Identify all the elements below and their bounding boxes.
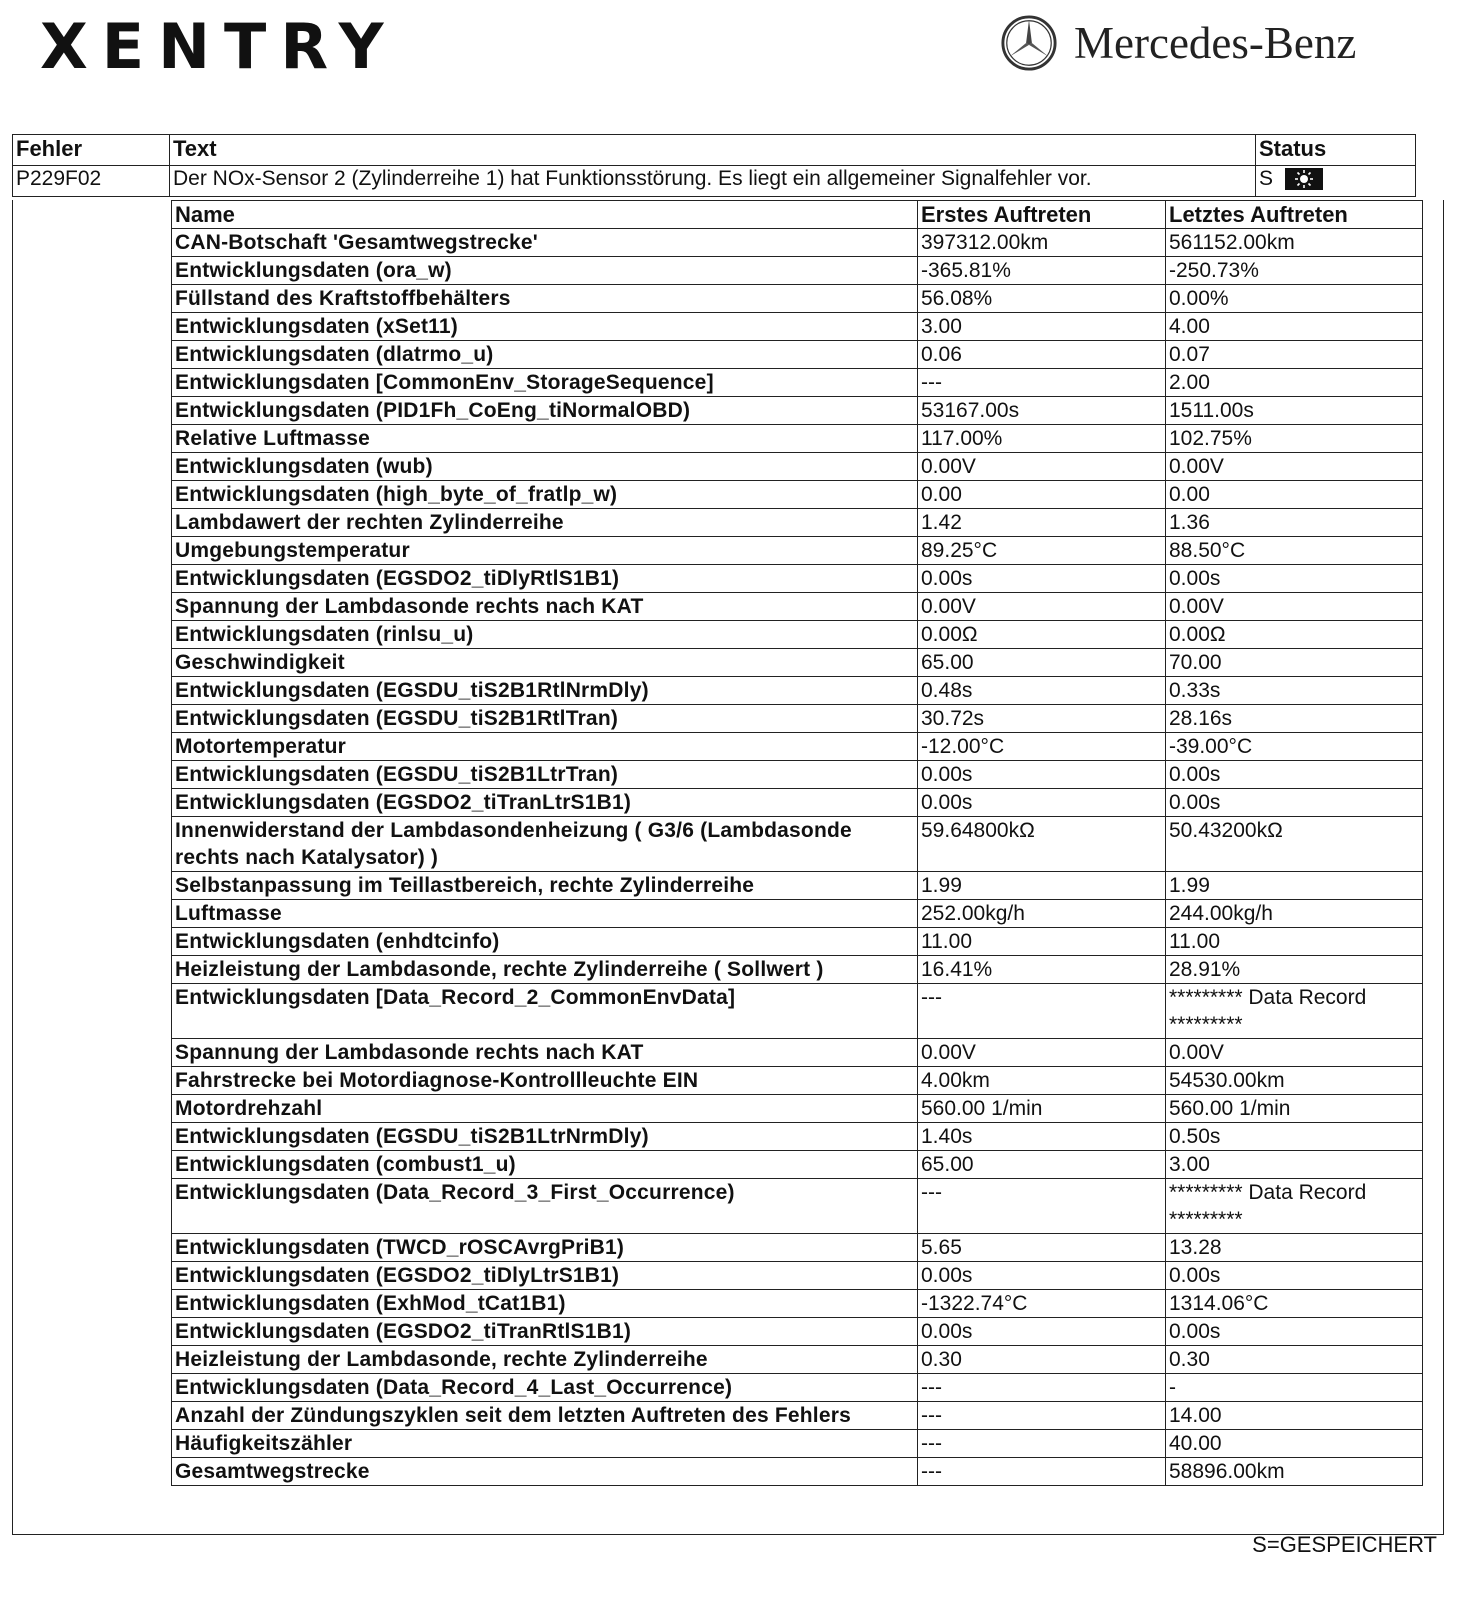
param-name: Entwicklungsdaten (EGSDO2_tiDlyRtlS1B1) — [172, 565, 918, 593]
fault-status: S — [1259, 167, 1274, 190]
param-first: 0.00V — [918, 1039, 1166, 1067]
param-last: 2.00 — [1166, 369, 1423, 397]
table-row — [172, 1290, 1423, 1318]
table-row — [172, 509, 1423, 537]
table-row — [172, 397, 1423, 425]
param-first: 117.00% — [918, 425, 1166, 453]
param-first: 0.00Ω — [918, 621, 1166, 649]
param-last: 244.00kg/h — [1166, 900, 1423, 928]
param-last: 88.50°C — [1166, 537, 1423, 565]
param-first: 59.64800kΩ — [918, 817, 1166, 872]
table-row — [172, 956, 1423, 984]
param-last: 40.00 — [1166, 1430, 1423, 1458]
table-row — [172, 1430, 1423, 1458]
param-name: Entwicklungsdaten (PID1Fh_CoEng_tiNormalOBD) — [172, 397, 918, 425]
param-name: Entwicklungsdaten [Data_Record_2_CommonEnvData] — [172, 984, 918, 1039]
param-last: 11.00 — [1166, 928, 1423, 956]
param-first: 0.30 — [918, 1346, 1166, 1374]
table-row — [172, 928, 1423, 956]
param-last: 0.00Ω — [1166, 621, 1423, 649]
param-first: 0.06 — [918, 341, 1166, 369]
col-first: Erstes Auftreten — [918, 201, 1166, 229]
param-last: 28.91% — [1166, 956, 1423, 984]
table-row — [172, 1151, 1423, 1179]
table-row — [172, 872, 1423, 900]
param-first: 1.42 — [918, 509, 1166, 537]
fault-status-cell — [1256, 166, 1416, 197]
param-name: Entwicklungsdaten (TWCD_rOSCAvrgPriB1) — [172, 1234, 918, 1262]
param-name: Entwicklungsdaten (rinlsu_u) — [172, 621, 918, 649]
param-last: 561152.00km — [1166, 229, 1423, 257]
table-row — [172, 229, 1423, 257]
param-last: 3.00 — [1166, 1151, 1423, 1179]
param-first: 0.00s — [918, 1318, 1166, 1346]
param-first: 0.00 — [918, 481, 1166, 509]
param-first: 252.00kg/h — [918, 900, 1166, 928]
param-last: 0.00s — [1166, 1318, 1423, 1346]
table-row — [172, 453, 1423, 481]
param-last: 0.00V — [1166, 1039, 1423, 1067]
xentry-logo: XENTRY — [40, 10, 398, 83]
param-name: Fahrstrecke bei Motordiagnose-Kontrollleuchte EIN — [172, 1067, 918, 1095]
table-row — [172, 900, 1423, 928]
param-last: 1.36 — [1166, 509, 1423, 537]
table-row — [172, 341, 1423, 369]
freeze-frame-container — [12, 200, 1444, 1535]
param-name: Entwicklungsdaten (Data_Record_4_Last_Occurrence) — [172, 1374, 918, 1402]
param-last: ********* Data Record ********* — [1166, 1179, 1423, 1234]
param-name: Entwicklungsdaten (Data_Record_3_First_Occurrence) — [172, 1179, 918, 1234]
param-name: Entwicklungsdaten (dlatrmo_u) — [172, 341, 918, 369]
param-name: CAN-Botschaft 'Gesamtwegstrecke' — [172, 229, 918, 257]
param-name: Entwicklungsdaten (ora_w) — [172, 257, 918, 285]
fault-table — [12, 134, 1416, 197]
param-first: --- — [918, 1430, 1166, 1458]
params-header-row — [172, 201, 1423, 229]
param-first: 30.72s — [918, 705, 1166, 733]
table-row — [172, 1067, 1423, 1095]
param-last: 0.00V — [1166, 453, 1423, 481]
table-row — [172, 425, 1423, 453]
table-row — [172, 1318, 1423, 1346]
param-first: 16.41% — [918, 956, 1166, 984]
param-name: Spannung der Lambdasonde rechts nach KAT — [172, 593, 918, 621]
param-last: 0.00V — [1166, 593, 1423, 621]
param-last: ********* Data Record ********* — [1166, 984, 1423, 1039]
param-name: Entwicklungsdaten (EGSDU_tiS2B1LtrNrmDly) — [172, 1123, 918, 1151]
param-first: -365.81% — [918, 257, 1166, 285]
param-name: Entwicklungsdaten (enhdtcinfo) — [172, 928, 918, 956]
table-row — [172, 621, 1423, 649]
table-row — [172, 761, 1423, 789]
param-name: Selbstanpassung im Teillastbereich, rechte Zylinderreihe — [172, 872, 918, 900]
param-first: --- — [918, 1402, 1166, 1430]
param-name: Motordrehzahl — [172, 1095, 918, 1123]
param-first: 4.00km — [918, 1067, 1166, 1095]
param-last: 28.16s — [1166, 705, 1423, 733]
param-name: Entwicklungsdaten (EGSDO2_tiTranLtrS1B1) — [172, 789, 918, 817]
param-last: 0.00s — [1166, 565, 1423, 593]
param-first: 0.00s — [918, 565, 1166, 593]
param-last: 1511.00s — [1166, 397, 1423, 425]
param-name: Lambdawert der rechten Zylinderreihe — [172, 509, 918, 537]
param-first: 5.65 — [918, 1234, 1166, 1262]
param-name: Entwicklungsdaten (high_byte_of_fratlp_w) — [172, 481, 918, 509]
fault-row — [13, 166, 1416, 197]
param-first: --- — [918, 1374, 1166, 1402]
table-row — [172, 481, 1423, 509]
table-row — [172, 1123, 1423, 1151]
col-text: Text — [170, 135, 1256, 166]
param-last: -39.00°C — [1166, 733, 1423, 761]
param-first: 65.00 — [918, 649, 1166, 677]
param-name: Entwicklungsdaten (EGSDU_tiS2B1LtrTran) — [172, 761, 918, 789]
param-name: Entwicklungsdaten (EGSDU_tiS2B1RtlTran) — [172, 705, 918, 733]
table-row — [172, 1346, 1423, 1374]
param-name: Luftmasse — [172, 900, 918, 928]
table-row — [172, 1458, 1423, 1486]
report-header — [0, 0, 1471, 130]
param-last: 70.00 — [1166, 649, 1423, 677]
param-name: Entwicklungsdaten [CommonEnv_StorageSequence] — [172, 369, 918, 397]
param-first: --- — [918, 1179, 1166, 1234]
param-name: Umgebungstemperatur — [172, 537, 918, 565]
fault-header-row — [13, 135, 1416, 166]
param-last: 0.33s — [1166, 677, 1423, 705]
param-last: - — [1166, 1374, 1423, 1402]
param-first: -1322.74°C — [918, 1290, 1166, 1318]
param-first: --- — [918, 984, 1166, 1039]
table-row — [172, 1262, 1423, 1290]
param-first: 53167.00s — [918, 397, 1166, 425]
param-name: Häufigkeitszähler — [172, 1430, 918, 1458]
param-first: 0.00s — [918, 789, 1166, 817]
param-last: 0.00s — [1166, 1262, 1423, 1290]
param-first: --- — [918, 369, 1166, 397]
param-last: 0.00 — [1166, 481, 1423, 509]
param-last: 0.00s — [1166, 789, 1423, 817]
table-row — [172, 285, 1423, 313]
param-name: Spannung der Lambdasonde rechts nach KAT — [172, 1039, 918, 1067]
table-row — [172, 537, 1423, 565]
table-row — [172, 1402, 1423, 1430]
param-first: 89.25°C — [918, 537, 1166, 565]
param-last: 560.00 1/min — [1166, 1095, 1423, 1123]
param-last: -250.73% — [1166, 257, 1423, 285]
param-first: 65.00 — [918, 1151, 1166, 1179]
table-row — [172, 733, 1423, 761]
param-last: 1314.06°C — [1166, 1290, 1423, 1318]
table-row — [172, 677, 1423, 705]
col-name: Name — [172, 201, 918, 229]
col-last: Letztes Auftreten — [1166, 201, 1423, 229]
table-row — [172, 1374, 1423, 1402]
param-last: 0.50s — [1166, 1123, 1423, 1151]
table-row — [172, 1039, 1423, 1067]
table-row — [172, 257, 1423, 285]
param-first: 56.08% — [918, 285, 1166, 313]
param-last: 13.28 — [1166, 1234, 1423, 1262]
param-first: 0.00V — [918, 593, 1166, 621]
param-name: Heizleistung der Lambdasonde, rechte Zylinderreihe — [172, 1346, 918, 1374]
param-name: Entwicklungsdaten (combust1_u) — [172, 1151, 918, 1179]
param-last: 4.00 — [1166, 313, 1423, 341]
param-name: Entwicklungsdaten (EGSDO2_tiDlyLtrS1B1) — [172, 1262, 918, 1290]
table-row — [172, 593, 1423, 621]
table-row — [172, 369, 1423, 397]
param-first: 0.00s — [918, 761, 1166, 789]
param-last: 0.00% — [1166, 285, 1423, 313]
param-last: 0.07 — [1166, 341, 1423, 369]
param-last: 0.00s — [1166, 761, 1423, 789]
table-row — [172, 313, 1423, 341]
param-name: Entwicklungsdaten (wub) — [172, 453, 918, 481]
table-row — [172, 1095, 1423, 1123]
freeze-frame-table — [171, 200, 1423, 1486]
param-name: Entwicklungsdaten (ExhMod_tCat1B1) — [172, 1290, 918, 1318]
status-legend: S=GESPEICHERT — [1252, 1532, 1437, 1557]
brand-block — [1000, 14, 1356, 72]
param-last: 54530.00km — [1166, 1067, 1423, 1095]
param-name: Gesamtwegstrecke — [172, 1458, 918, 1486]
mercedes-star-icon — [1000, 14, 1058, 72]
param-last: 58896.00km — [1166, 1458, 1423, 1486]
fault-report — [12, 134, 1442, 1483]
table-row — [172, 984, 1423, 1039]
param-last: 1.99 — [1166, 872, 1423, 900]
col-status: Status — [1256, 135, 1416, 166]
param-first: 560.00 1/min — [918, 1095, 1166, 1123]
param-first: 11.00 — [918, 928, 1166, 956]
table-row — [172, 1234, 1423, 1262]
param-first: -12.00°C — [918, 733, 1166, 761]
param-name: Füllstand des Kraftstoffbehälters — [172, 285, 918, 313]
param-name: Innenwiderstand der Lambdasondenheizung ( G3/6 (Lambdasonde rechts nach Katalysator) ) — [172, 817, 918, 872]
table-row — [172, 565, 1423, 593]
param-name: Heizleistung der Lambdasonde, rechte Zylinderreihe ( Sollwert ) — [172, 956, 918, 984]
param-name: Geschwindigkeit — [172, 649, 918, 677]
table-row — [172, 649, 1423, 677]
param-name: Anzahl der Zündungszyklen seit dem letzten Auftreten des Fehlers — [172, 1402, 918, 1430]
param-last: 50.43200kΩ — [1166, 817, 1423, 872]
param-first: 1.99 — [918, 872, 1166, 900]
table-row — [172, 817, 1423, 872]
fault-code: P229F02 — [13, 166, 170, 197]
param-first: 397312.00km — [918, 229, 1166, 257]
param-first: 3.00 — [918, 313, 1166, 341]
table-row — [172, 1179, 1423, 1234]
param-first: 0.00V — [918, 453, 1166, 481]
param-last: 14.00 — [1166, 1402, 1423, 1430]
table-row — [172, 789, 1423, 817]
param-first: 0.48s — [918, 677, 1166, 705]
param-first: --- — [918, 1458, 1166, 1486]
col-fehler: Fehler — [13, 135, 170, 166]
param-first: 1.40s — [918, 1123, 1166, 1151]
param-name: Relative Luftmasse — [172, 425, 918, 453]
sun-icon — [1285, 168, 1323, 190]
table-row — [172, 705, 1423, 733]
param-last: 102.75% — [1166, 425, 1423, 453]
fault-description: Der NOx-Sensor 2 (Zylinderreihe 1) hat Funktionsstörung. Es liegt ein allgemeiner Signalfehler vor. — [170, 166, 1256, 197]
param-name: Entwicklungsdaten (EGSDO2_tiTranRtlS1B1) — [172, 1318, 918, 1346]
param-first: 0.00s — [918, 1262, 1166, 1290]
param-name: Entwicklungsdaten (xSet11) — [172, 313, 918, 341]
param-name: Motortemperatur — [172, 733, 918, 761]
brand-name: Mercedes-Benz — [1074, 18, 1357, 68]
param-last: 0.30 — [1166, 1346, 1423, 1374]
param-name: Entwicklungsdaten (EGSDU_tiS2B1RtlNrmDly) — [172, 677, 918, 705]
